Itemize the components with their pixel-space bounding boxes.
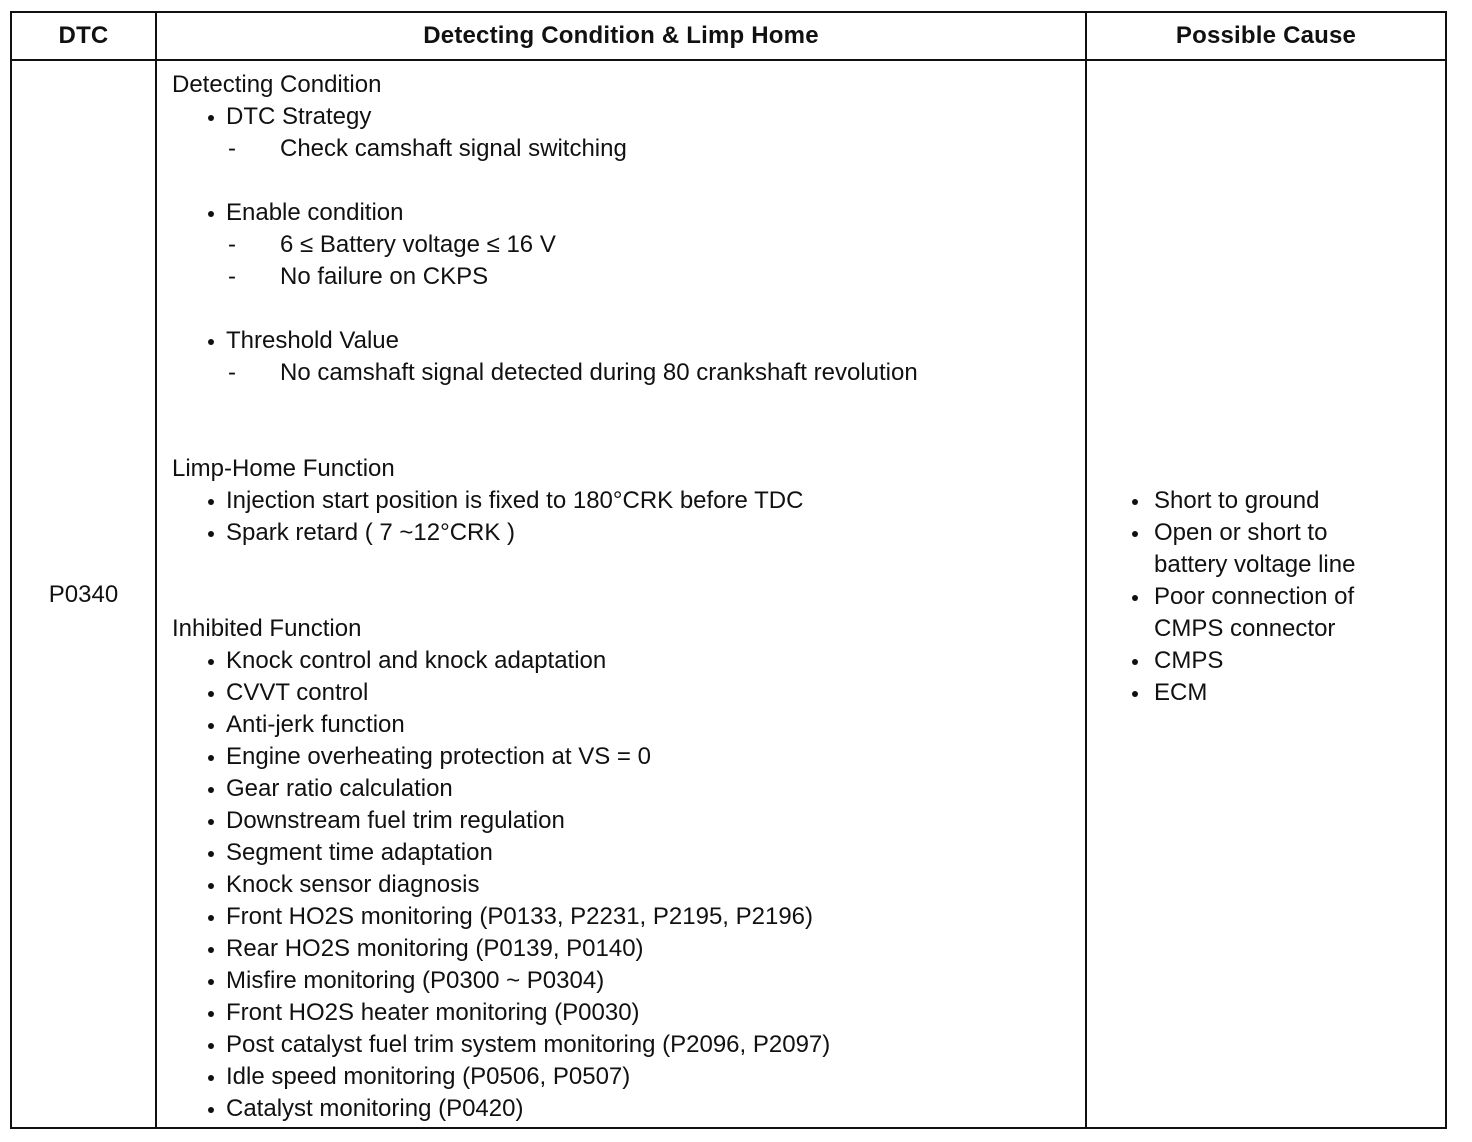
bullet-icon xyxy=(208,915,214,921)
inhibited-item: Knock control and knock adaptation xyxy=(226,647,607,674)
possible-cause-text: Poor connection of xyxy=(1154,583,1355,610)
possible-cause-item xyxy=(1122,517,1442,581)
inhibited-item: Post catalyst fuel trim system monitoring (P2096, P2097) xyxy=(226,1031,831,1058)
list-item xyxy=(172,677,1072,709)
list-item xyxy=(172,901,1072,933)
dtc-strategy-label: DTC Strategy xyxy=(226,103,372,130)
inhibited-item: Rear HO2S monitoring (P0139, P0140) xyxy=(226,935,644,962)
dash-icon: - xyxy=(228,359,236,386)
list-item xyxy=(172,869,1072,901)
inhibited-item: Front HO2S monitoring (P0133, P2231, P2195, P2196) xyxy=(226,903,814,930)
inhibited-item: Anti-jerk function xyxy=(226,711,405,738)
bullet-icon xyxy=(208,1107,214,1113)
bullet-icon xyxy=(1132,659,1138,665)
list-item xyxy=(172,933,1072,965)
inhibited-item: Front HO2S heater monitoring (P0030) xyxy=(226,999,640,1026)
bullet-icon xyxy=(208,819,214,825)
list-item xyxy=(172,773,1072,805)
list-item xyxy=(172,261,1072,293)
dtc-table xyxy=(10,11,1447,1129)
bullet-icon xyxy=(208,499,214,505)
bullet-icon xyxy=(1132,691,1138,697)
list-item xyxy=(172,997,1072,1029)
list-item xyxy=(172,709,1072,741)
bullet-icon xyxy=(208,723,214,729)
bullet-icon xyxy=(208,659,214,665)
list-item xyxy=(172,485,1072,517)
dash-icon: - xyxy=(228,231,236,258)
bullet-icon xyxy=(208,787,214,793)
dash-icon: - xyxy=(228,263,236,290)
bullet-icon xyxy=(208,691,214,697)
list-item xyxy=(172,837,1072,869)
bullet-icon xyxy=(208,1011,214,1017)
list-item xyxy=(172,229,1072,261)
possible-cause-text: CMPS connector xyxy=(1154,615,1336,642)
list-item xyxy=(172,965,1072,997)
enable-condition-label: Enable condition xyxy=(226,199,404,226)
section-title-detecting-condition: Detecting Condition xyxy=(172,71,382,98)
header-dtc: DTC xyxy=(58,22,109,49)
possible-cause-text: CMPS xyxy=(1154,647,1224,674)
inhibited-item: Engine overheating protection at VS = 0 xyxy=(226,743,651,770)
dtc-strategy-item: Check camshaft signal switching xyxy=(280,135,627,162)
section-title-inhibited: Inhibited Function xyxy=(172,615,362,642)
list-item xyxy=(172,357,1072,389)
inhibited-list xyxy=(172,645,1072,1125)
detecting-condition-cell xyxy=(172,69,1072,1125)
list-item xyxy=(172,517,1072,549)
threshold-label: Threshold Value xyxy=(226,327,399,354)
limp-home-item: Spark retard ( 7 ~12°CRK ) xyxy=(226,519,516,546)
list-item xyxy=(172,101,1072,133)
inhibited-item: Catalyst monitoring (P0420) xyxy=(226,1095,524,1122)
bullet-icon xyxy=(1132,595,1138,601)
possible-cause-item xyxy=(1122,645,1442,677)
list-item xyxy=(172,645,1072,677)
possible-cause-item xyxy=(1122,677,1442,709)
bullet-icon xyxy=(208,979,214,985)
header-possible-cause: Possible Cause xyxy=(1175,22,1357,49)
possible-cause-cell xyxy=(1122,485,1442,709)
bullet-icon xyxy=(208,755,214,761)
bullet-icon xyxy=(208,115,214,121)
enable-condition-item: No failure on CKPS xyxy=(280,263,489,290)
list-item xyxy=(172,197,1072,229)
list-item xyxy=(172,741,1072,773)
inhibited-item: Downstream fuel trim regulation xyxy=(226,807,565,834)
header-detecting-condition: Detecting Condition & Limp Home xyxy=(423,22,819,49)
possible-cause-text: Short to ground xyxy=(1154,487,1320,514)
possible-cause-text: ECM xyxy=(1154,679,1208,706)
enable-condition-item: 6 ≤ Battery voltage ≤ 16 V xyxy=(280,231,556,258)
header-divider xyxy=(12,59,1445,61)
bullet-icon xyxy=(208,1043,214,1049)
bullet-icon xyxy=(208,531,214,537)
column-divider-1 xyxy=(155,13,157,1127)
list-item xyxy=(172,1029,1072,1061)
inhibited-item: Misfire monitoring (P0300 ~ P0304) xyxy=(226,967,605,994)
inhibited-item: Knock sensor diagnosis xyxy=(226,871,480,898)
limp-home-item: Injection start position is fixed to 180°CRK before TDC xyxy=(226,487,804,514)
bullet-icon xyxy=(208,883,214,889)
list-item xyxy=(172,325,1072,357)
inhibited-item: Gear ratio calculation xyxy=(226,775,453,802)
bullet-icon xyxy=(1132,531,1138,537)
bullet-icon xyxy=(208,339,214,345)
bullet-icon xyxy=(208,851,214,857)
section-title-limp-home: Limp-Home Function xyxy=(172,455,395,482)
column-divider-2 xyxy=(1085,13,1087,1127)
possible-cause-text: battery voltage line xyxy=(1154,551,1356,578)
bullet-icon xyxy=(208,211,214,217)
inhibited-item: Idle speed monitoring (P0506, P0507) xyxy=(226,1063,631,1090)
inhibited-item: CVVT control xyxy=(226,679,369,706)
possible-cause-item xyxy=(1122,581,1442,645)
bullet-icon xyxy=(208,947,214,953)
bullet-icon xyxy=(208,1075,214,1081)
list-item xyxy=(172,1093,1072,1125)
bullet-icon xyxy=(1132,499,1138,505)
dtc-code: P0340 xyxy=(48,581,119,608)
possible-cause-item xyxy=(1122,485,1442,517)
list-item xyxy=(172,1061,1072,1093)
list-item xyxy=(172,133,1072,165)
inhibited-item: Segment time adaptation xyxy=(226,839,493,866)
possible-cause-text: Open or short to xyxy=(1154,519,1328,546)
threshold-item: No camshaft signal detected during 80 crankshaft revolution xyxy=(280,359,918,386)
dash-icon: - xyxy=(228,135,236,162)
list-item xyxy=(172,805,1072,837)
